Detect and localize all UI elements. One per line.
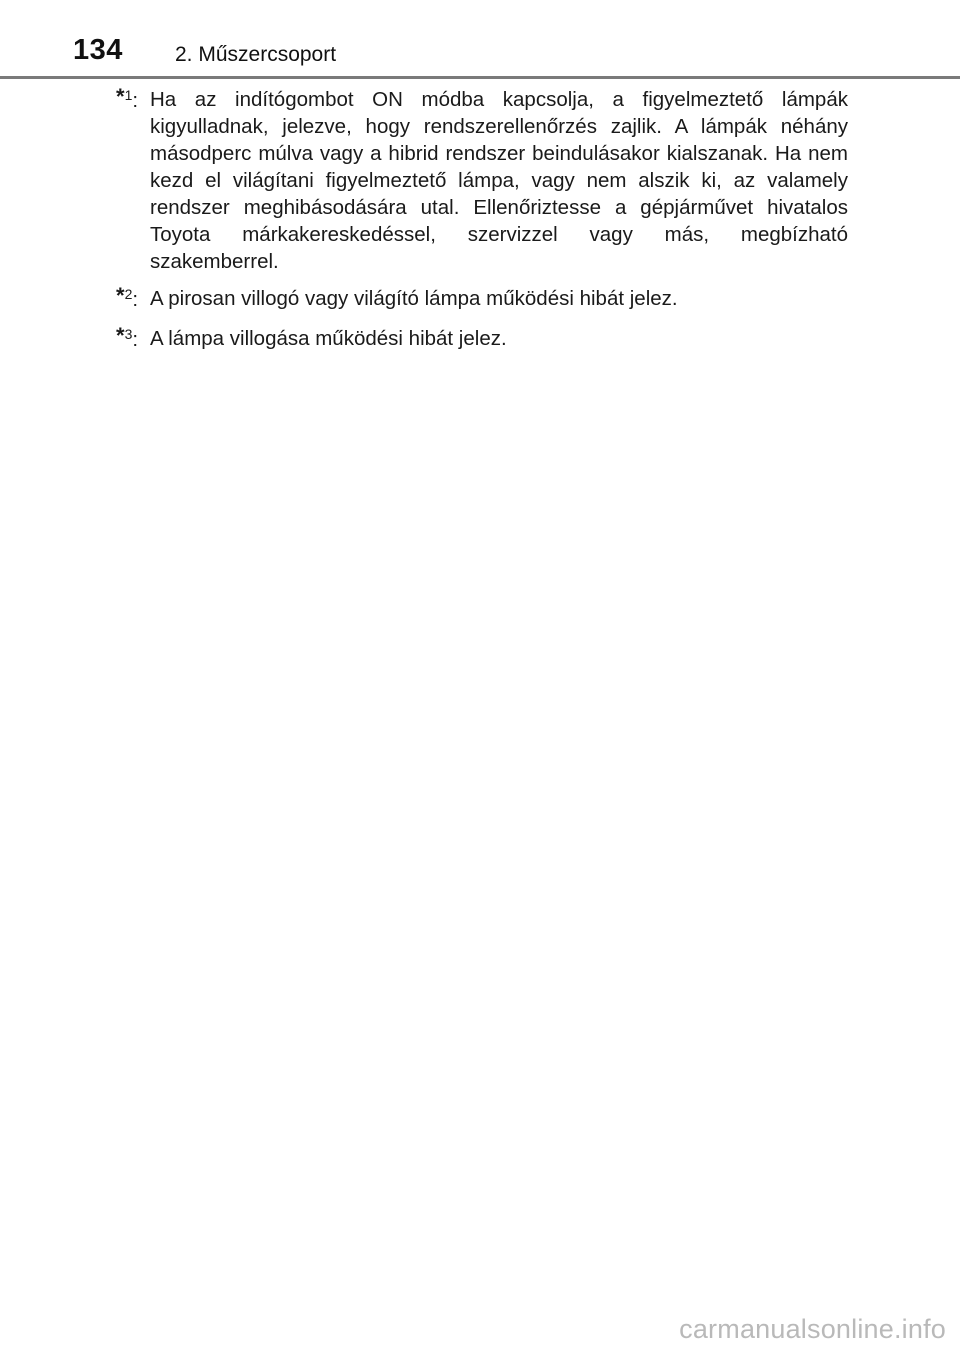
footnote-separator: :: [132, 328, 139, 351]
footnote-marker: [116, 86, 150, 116]
footnote-marker: [116, 325, 150, 355]
asterisk-icon: *: [116, 84, 125, 109]
asterisk-icon: *: [116, 323, 125, 348]
asterisk-icon: *: [116, 283, 125, 308]
footnote-number: 3: [124, 326, 133, 342]
footnote-text: Ha az indítógombot ON módba kapcsolja, a figyelmeztető lámpák kigyulladnak, jelezve, hogy rendszerellenőrzés zajlik. A lámpák néhány másodperc múlva vagy a hibrid rendszer beindulásakor kialszanak. Ha nem kezd el világítani figyelmeztető lámpa, vagy nem alszik ki, az valamely rendszer meghibásodására utal. Ellenőriztesse a gépjárművet hivatalos Toyota márkakereskedéssel, szervizzel vagy más, megbízható szakemberrel.: [150, 88, 848, 273]
footnote-marker: [116, 285, 150, 315]
site-watermark: carmanualsonline.info: [679, 1314, 946, 1344]
section-title: 2. Műszercsoport: [175, 43, 337, 66]
footnote-text: A pirosan villogó vagy világító lámpa működési hibát jelez.: [150, 287, 678, 310]
page-header: [0, 0, 960, 80]
footnote-number: 1: [124, 87, 133, 103]
footnote-text: A lámpa villogása működési hibát jelez.: [150, 327, 507, 350]
page-number: 134: [73, 34, 123, 66]
header-divider: [0, 76, 960, 79]
footnote-item: [116, 285, 848, 315]
footnote-number: 2: [124, 286, 133, 302]
footnote-separator: :: [132, 89, 139, 112]
footnote-list: [116, 86, 848, 365]
footnote-item: [116, 325, 848, 355]
footnote-item: [116, 86, 848, 275]
footnote-separator: :: [132, 288, 139, 311]
